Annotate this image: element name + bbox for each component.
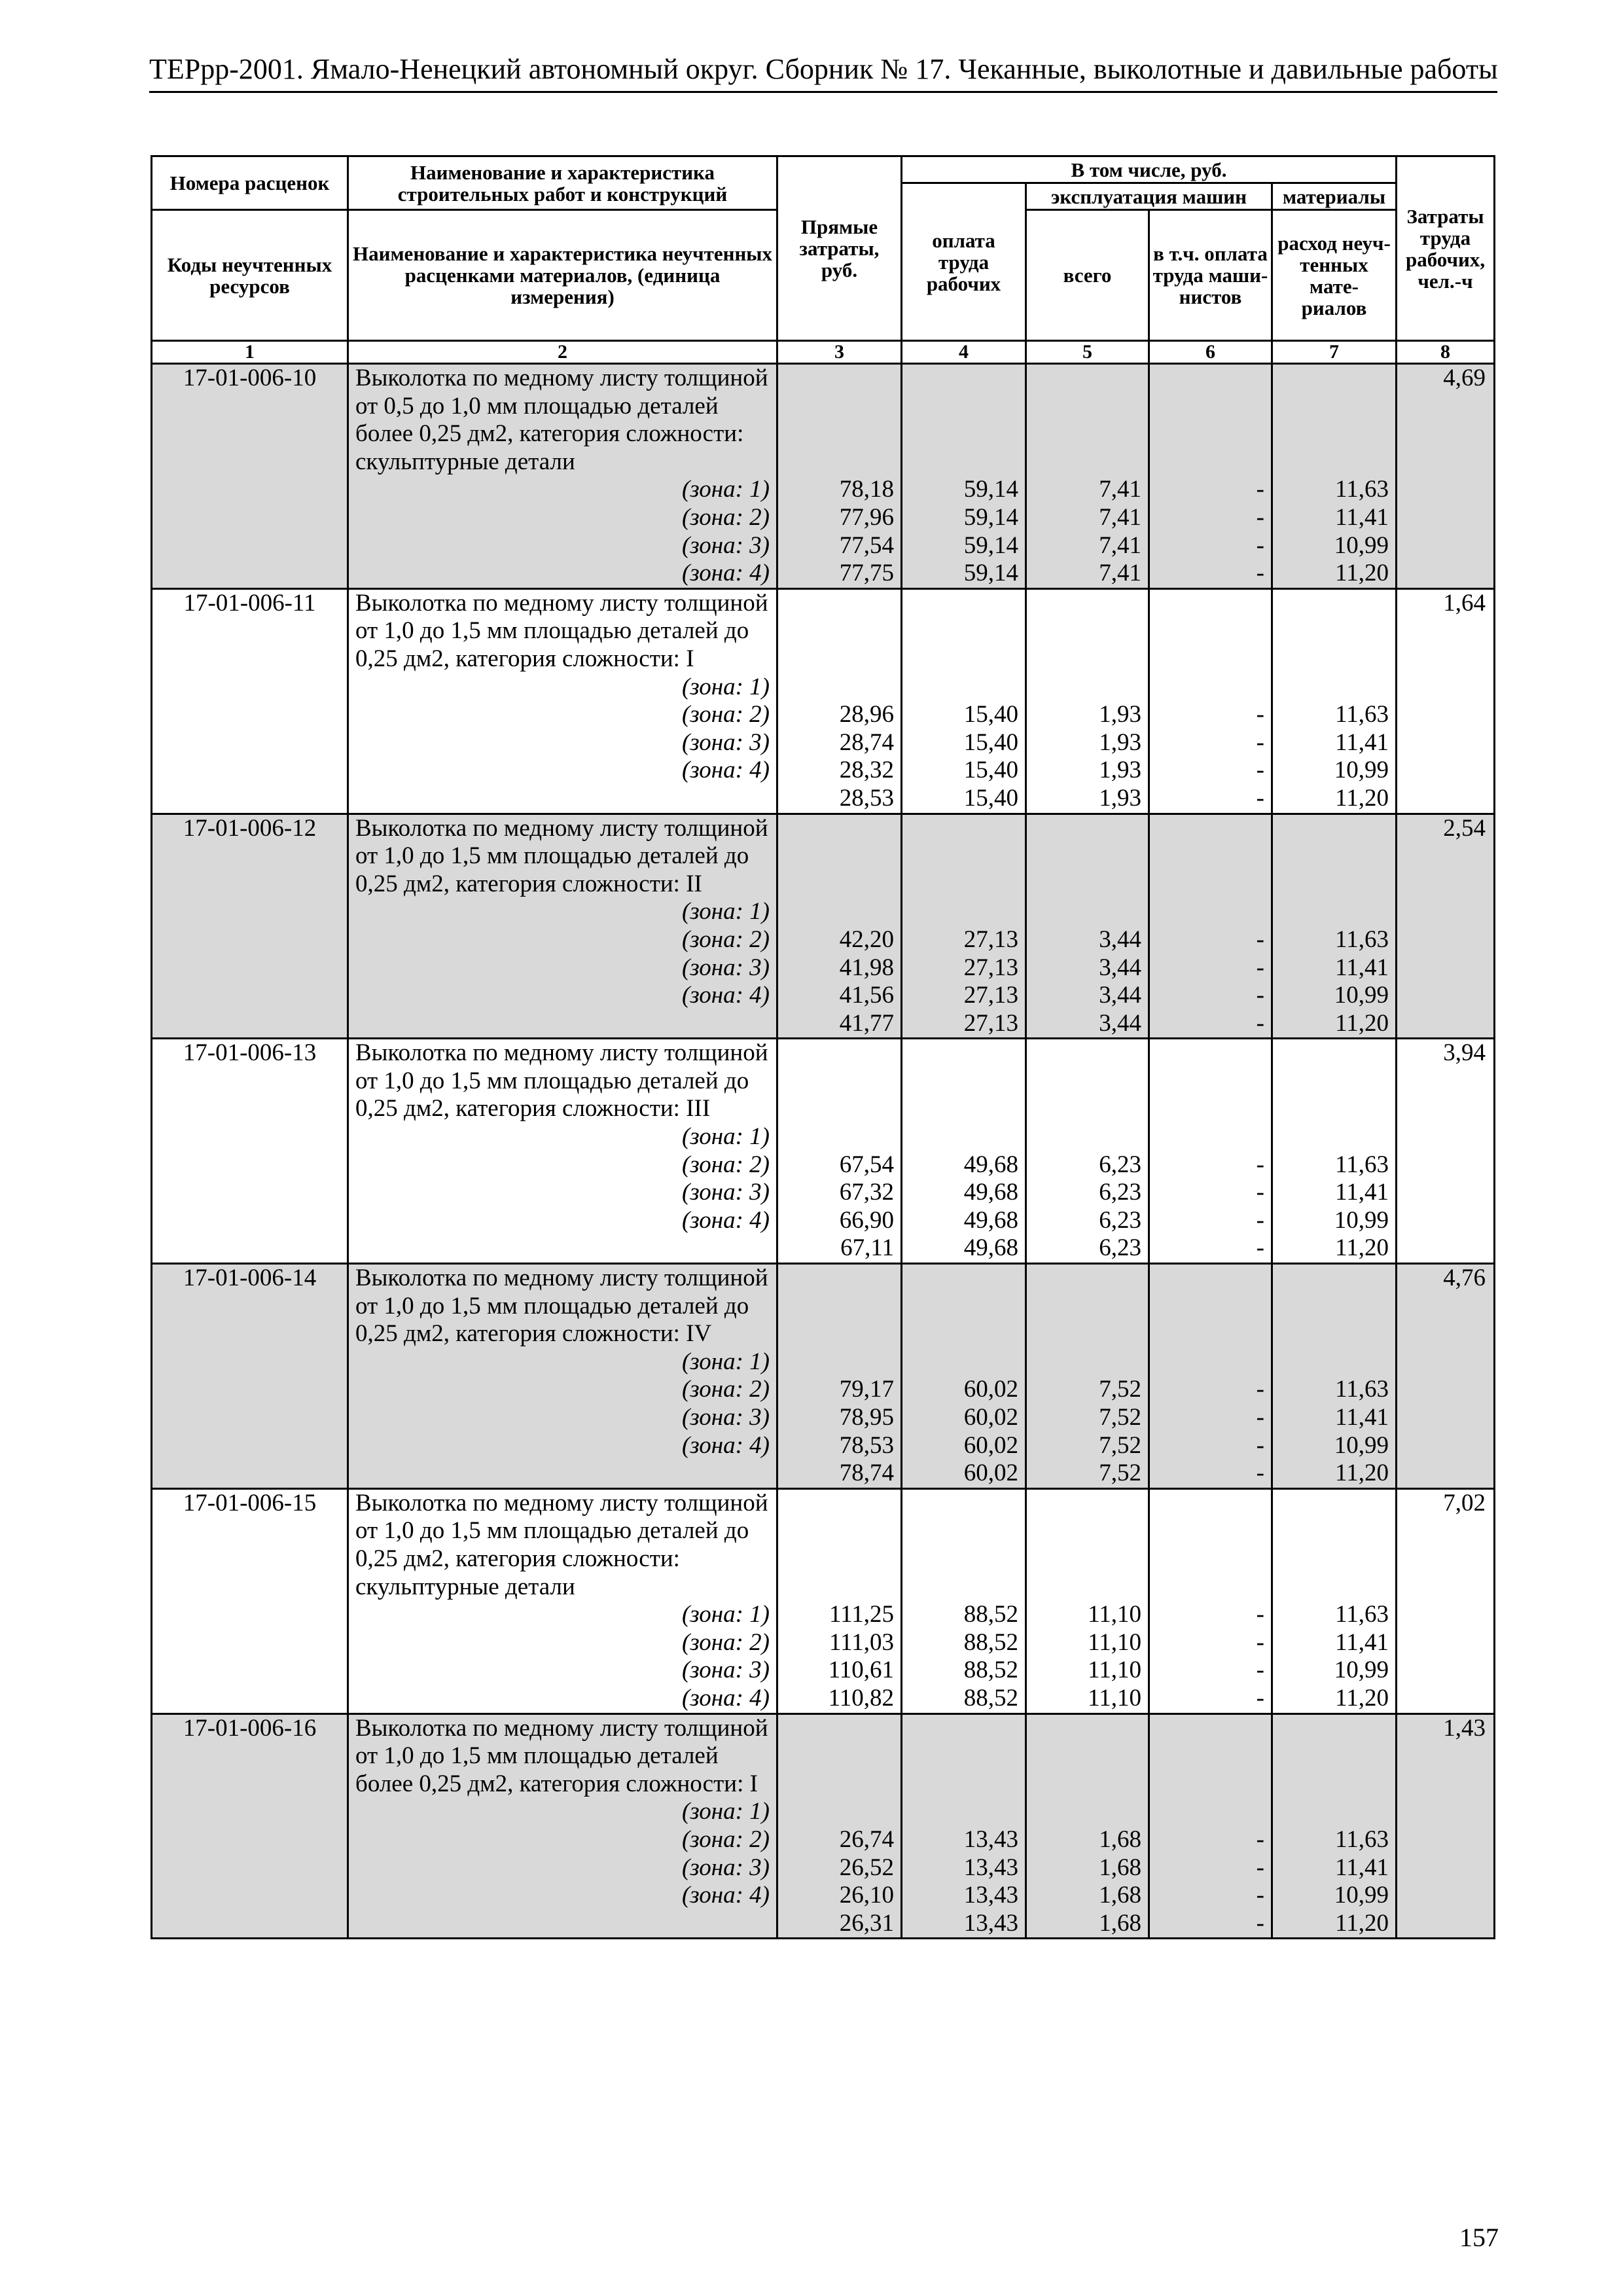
machines-total: 1,93 [1099,701,1141,728]
materials-cost: 11,41 [1335,503,1389,531]
direct-cost: 41,77 [839,1009,894,1037]
materials-cost: 11,20 [1335,1909,1389,1937]
machinist-pay: - [1256,560,1264,587]
header-rate-number: Номера расценок [152,156,348,210]
machinist-pay: - [1256,531,1264,559]
machines-total: 7,41 [1099,560,1141,587]
labor-pay: 59,14 [963,476,1018,503]
column-number: 8 [1397,341,1495,364]
rate-description-cell [348,1264,777,1489]
labor-pay: 88,52 [963,1685,1018,1712]
machinist-pay: - [1256,1431,1264,1459]
rate-description-cell [348,1039,777,1264]
labor-pay: 15,40 [963,701,1018,728]
direct-cost: 26,10 [839,1882,894,1909]
rate-code: 17-01-006-15 [152,1488,348,1713]
direct-cost: 67,32 [839,1179,894,1206]
labor-pay: 15,40 [963,728,1018,756]
rate-description: Выколотка по медному листу толщиной от 1,0 до 1,5 мм площадью деталей более 0,25 дм2, категория сложности: I [355,1714,768,1797]
zone-label: (зона: 1) [681,1601,770,1628]
labor-pay: 27,13 [963,925,1018,953]
machinist-pay: - [1256,1909,1264,1937]
direct-cost: 28,53 [839,784,894,812]
direct-cost: 78,95 [839,1404,894,1431]
direct-cost: 28,96 [839,701,894,728]
direct-cost: 67,11 [840,1234,894,1262]
direct-cost: 78,53 [839,1431,894,1459]
machinist-pay-cell [1149,814,1272,1039]
machines-total: 1,68 [1099,1854,1141,1881]
zone-label: (зона: 2) [681,1376,770,1403]
machines-total: 3,44 [1099,925,1141,953]
labor-pay: 60,02 [963,1431,1018,1459]
table-row [152,814,1495,1039]
machines-total-cell [1026,1039,1149,1264]
machines-total: 3,44 [1099,954,1141,981]
machines-total: 7,52 [1099,1460,1141,1487]
machines-total: 1,93 [1099,757,1141,784]
header-unaccounted-materials: расход неуч- тенных мате- риалов [1272,210,1397,341]
machinist-pay: - [1256,925,1264,953]
rate-code: 17-01-006-13 [152,1039,348,1264]
machinist-pay: - [1256,1009,1264,1037]
rate-description: Выколотка по медному листу толщиной от 1,0 до 1,5 мм площадью деталей до 0,25 дм2, категория сложности: IV [355,1265,768,1348]
labor-pay-cell [902,588,1026,814]
materials-cost-cell [1272,364,1397,589]
machines-total: 1,93 [1099,784,1141,812]
header-work-name: Наименование и характеристика строительных работ и конструкций [348,156,777,210]
machines-total: 7,41 [1099,503,1141,531]
labor-pay: 59,14 [963,560,1018,587]
materials-cost: 10,99 [1334,531,1389,559]
materials-cost: 11,41 [1335,954,1389,981]
zone-label: (зона: 2) [681,1151,770,1178]
labor-hours: 1,64 [1397,588,1495,814]
zone-label: (зона: 4) [681,1882,770,1909]
labor-pay-cell [902,1713,1026,1939]
zone-label: (зона: 3) [681,531,770,559]
machines-total: 7,52 [1099,1376,1141,1403]
rate-code: 17-01-006-12 [152,814,348,1039]
machines-total-cell [1026,1264,1149,1489]
machinist-pay: - [1256,476,1264,503]
labor-pay-cell [902,1488,1026,1713]
header-direct-costs: Прямые затраты, руб. [777,156,902,341]
labor-pay: 13,43 [963,1882,1018,1909]
materials-cost: 11,63 [1335,701,1389,728]
rate-description-cell [348,1488,777,1713]
machinist-pay: - [1256,982,1264,1009]
column-number: 5 [1026,341,1149,364]
zone-label: (зона: 1) [681,1348,770,1375]
materials-cost: 10,99 [1334,1657,1389,1684]
labor-pay: 60,02 [963,1376,1018,1403]
zone-label: (зона: 2) [681,701,770,728]
zone-label: (зона: 3) [681,1179,770,1206]
zone-label: (зона: 3) [681,954,770,981]
materials-cost: 10,99 [1334,982,1389,1009]
machinist-pay: - [1256,1825,1264,1853]
direct-cost: 41,56 [839,982,894,1009]
labor-pay: 60,02 [963,1460,1018,1487]
machinist-pay: - [1256,728,1264,756]
labor-pay: 60,02 [963,1404,1018,1431]
machinist-pay-cell [1149,1039,1272,1264]
labor-pay: 27,13 [963,954,1018,981]
table-body [152,364,1495,1939]
materials-cost-cell [1272,814,1397,1039]
direct-cost: 67,54 [839,1151,894,1178]
table-row [152,364,1495,589]
zone-label: (зона: 2) [681,1628,770,1656]
labor-pay-cell [902,814,1026,1039]
machinist-pay: - [1256,757,1264,784]
table-header [152,156,1495,364]
direct-cost: 66,90 [839,1206,894,1234]
zone-label: (зона: 3) [681,1657,770,1684]
direct-cost: 111,25 [829,1601,894,1628]
zone-label: (зона: 4) [681,757,770,784]
labor-pay: 13,43 [963,1854,1018,1881]
direct-cost: 78,74 [839,1460,894,1487]
labor-pay: 88,52 [963,1601,1018,1628]
machinist-pay: - [1256,1179,1264,1206]
machines-total: 3,44 [1099,982,1141,1009]
direct-cost-cell [777,1713,902,1939]
machinist-pay: - [1256,1234,1264,1262]
zone-label: (зона: 1) [681,1123,770,1151]
labor-pay: 13,43 [963,1825,1018,1853]
rate-code: 17-01-006-10 [152,364,348,589]
materials-cost-cell [1272,1713,1397,1939]
direct-cost: 42,20 [839,925,894,953]
direct-cost: 26,31 [839,1909,894,1937]
materials-cost: 10,99 [1334,757,1389,784]
zone-label: (зона: 4) [681,1684,770,1712]
zone-label: (зона: 4) [681,560,770,587]
header-including: В том числе, руб. [902,156,1397,183]
materials-cost: 11,20 [1335,1009,1389,1037]
machinist-pay: - [1256,954,1264,981]
rate-description-cell [348,814,777,1039]
zone-label: (зона: 3) [681,728,770,756]
labor-pay: 49,68 [963,1234,1018,1262]
materials-cost: 11,63 [1335,1601,1389,1628]
machines-total: 1,93 [1099,728,1141,756]
materials-cost: 10,99 [1334,1206,1389,1234]
machinist-pay: - [1256,1376,1264,1403]
labor-pay: 49,68 [963,1151,1018,1178]
labor-pay: 27,13 [963,1009,1018,1037]
header-materials: материалы [1272,183,1397,210]
page-header: ТЕРрр-2001. Ямало-Ненецкий автономный округ. Сборник № 17. Чеканные, выколотные и давильные работы [149,52,1497,93]
direct-cost: 28,32 [839,757,894,784]
direct-cost: 79,17 [839,1376,894,1403]
header-machines-total: всего [1026,210,1149,341]
labor-hours: 7,02 [1397,1488,1495,1713]
materials-cost: 11,41 [1335,1179,1389,1206]
direct-cost: 26,74 [839,1825,894,1853]
machinist-pay: - [1256,1601,1264,1628]
materials-cost: 11,20 [1335,1460,1389,1487]
direct-cost: 111,03 [829,1628,894,1656]
machines-total: 3,44 [1099,1009,1141,1037]
header-machine-operation: эксплуатация машин [1026,183,1272,210]
table-row [152,1264,1495,1489]
labor-pay-cell [902,364,1026,589]
direct-cost: 41,98 [839,954,894,981]
rate-description: Выколотка по медному листу толщиной от 1,0 до 1,5 мм площадью деталей до 0,25 дм2, категория сложности: II [355,814,768,897]
labor-hours: 4,76 [1397,1264,1495,1489]
header-labor-costs: Затраты труда рабочих, чел.-ч [1397,156,1495,341]
rate-code: 17-01-006-16 [152,1713,348,1939]
rate-description-cell [348,1713,777,1939]
column-number: 6 [1149,341,1272,364]
direct-cost: 26,52 [839,1854,894,1881]
labor-hours: 1,43 [1397,1713,1495,1939]
machines-total: 7,52 [1099,1404,1141,1431]
machines-total: 7,41 [1099,476,1141,503]
price-table [151,155,1495,1939]
machinist-pay: - [1256,1404,1264,1431]
machinist-pay: - [1256,1882,1264,1909]
direct-cost: 78,18 [839,476,894,503]
machines-total-cell [1026,588,1149,814]
labor-pay: 15,40 [963,784,1018,812]
materials-cost: 11,20 [1335,560,1389,587]
machines-total: 11,10 [1088,1628,1141,1656]
rate-code: 17-01-006-14 [152,1264,348,1489]
column-number: 7 [1272,341,1397,364]
rate-description: Выколотка по медному листу толщиной от 1,0 до 1,5 мм площадью деталей до 0,25 дм2, категория сложности: I [355,589,768,672]
header-unaccounted-materials-name: Наименование и характеристика неучтенных расценками материалов, (единица измерения) [348,210,777,341]
materials-cost: 11,63 [1335,1151,1389,1178]
direct-cost: 77,54 [839,531,894,559]
column-number: 4 [902,341,1026,364]
zone-label: (зона: 4) [681,1206,770,1234]
rate-description: Выколотка по медному листу толщиной от 1,0 до 1,5 мм площадью деталей до 0,25 дм2, категория сложности: III [355,1039,768,1122]
header-labor-pay: оплата труда рабочих [902,183,1026,341]
machines-total: 7,41 [1099,531,1141,559]
machines-total: 11,10 [1088,1685,1141,1712]
zone-label: (зона: 2) [681,925,770,953]
header-unaccounted-codes: Коды неучтенных ресурсов [152,210,348,341]
materials-cost: 10,99 [1334,1431,1389,1459]
labor-hours: 2,54 [1397,814,1495,1039]
machinist-pay-cell [1149,1488,1272,1713]
zone-label: (зона: 3) [681,1404,770,1431]
labor-pay: 59,14 [963,503,1018,531]
machines-total-cell [1026,1713,1149,1939]
machinist-pay: - [1256,1854,1264,1881]
direct-cost: 77,96 [839,503,894,531]
machinist-pay: - [1256,1657,1264,1684]
machines-total: 7,52 [1099,1431,1141,1459]
labor-pay: 15,40 [963,757,1018,784]
machines-total: 6,23 [1099,1234,1141,1262]
direct-cost: 110,82 [828,1685,894,1712]
column-number: 2 [348,341,777,364]
labor-pay: 13,43 [963,1909,1018,1937]
labor-pay: 27,13 [963,982,1018,1009]
materials-cost-cell [1272,588,1397,814]
rate-description-cell [348,364,777,589]
materials-cost-cell [1272,1488,1397,1713]
materials-cost: 11,41 [1335,1404,1389,1431]
header-machinist-pay: в т.ч. оплата труда маши- нистов [1149,210,1272,341]
machinist-pay: - [1256,1206,1264,1234]
materials-cost: 11,63 [1335,1376,1389,1403]
machinist-pay-cell [1149,364,1272,589]
labor-pay: 49,68 [963,1206,1018,1234]
rate-description-cell [348,588,777,814]
table-row [152,1713,1495,1939]
zone-label: (зона: 2) [681,1825,770,1853]
machines-total: 6,23 [1099,1151,1141,1178]
zone-label: (зона: 1) [681,1798,770,1825]
materials-cost: 11,63 [1335,476,1389,503]
labor-hours: 4,69 [1397,364,1495,589]
column-number: 3 [777,341,902,364]
machines-total: 1,68 [1099,1909,1141,1937]
direct-cost-cell [777,1039,902,1264]
materials-cost-cell [1272,1264,1397,1489]
table-row [152,1039,1495,1264]
materials-cost: 10,99 [1334,1882,1389,1909]
direct-cost-cell [777,1488,902,1713]
machinist-pay: - [1256,1151,1264,1178]
labor-pay: 59,14 [963,531,1018,559]
machinist-pay: - [1256,784,1264,812]
machinist-pay-cell [1149,1264,1272,1489]
direct-cost-cell [777,814,902,1039]
materials-cost: 11,41 [1335,1628,1389,1656]
machines-total-cell [1026,364,1149,589]
machinist-pay: - [1256,1460,1264,1487]
materials-cost: 11,20 [1335,1234,1389,1262]
rate-description: Выколотка по медному листу толщиной от 1,0 до 1,5 мм площадью деталей до 0,25 дм2, категория сложности: скульптурные детали [355,1489,768,1600]
zone-label: (зона: 3) [681,1854,770,1881]
machinist-pay-cell [1149,588,1272,814]
zone-label: (зона: 1) [681,898,770,925]
materials-cost-cell [1272,1039,1397,1264]
column-numbers-row [152,341,1495,364]
machines-total: 1,68 [1099,1882,1141,1909]
materials-cost: 11,63 [1335,1825,1389,1853]
machines-total: 11,10 [1088,1601,1141,1628]
machinist-pay-cell [1149,1713,1272,1939]
table-row [152,588,1495,814]
rate-code: 17-01-006-11 [152,588,348,814]
zone-label: (зона: 2) [681,503,770,531]
machines-total: 11,10 [1088,1657,1141,1684]
labor-pay: 88,52 [963,1657,1018,1684]
machines-total-cell [1026,814,1149,1039]
zone-label: (зона: 1) [681,476,770,503]
zone-label: (зона: 1) [681,673,770,700]
direct-cost-cell [777,1264,902,1489]
direct-cost-cell [777,588,902,814]
direct-cost: 77,75 [839,560,894,587]
machinist-pay: - [1256,701,1264,728]
column-number: 1 [152,341,348,364]
labor-pay: 88,52 [963,1628,1018,1656]
machinist-pay: - [1256,1628,1264,1656]
labor-pay: 49,68 [963,1179,1018,1206]
materials-cost: 11,63 [1335,925,1389,953]
machinist-pay: - [1256,503,1264,531]
page-number: 157 [1459,2223,1499,2252]
zone-label: (зона: 4) [681,982,770,1009]
labor-pay-cell [902,1264,1026,1489]
labor-pay-cell [902,1039,1026,1264]
table-row [152,1488,1495,1713]
materials-cost: 11,41 [1335,1854,1389,1881]
machinist-pay: - [1256,1685,1264,1712]
zone-label: (зона: 4) [681,1431,770,1459]
machines-total: 6,23 [1099,1206,1141,1234]
materials-cost: 11,20 [1335,784,1389,812]
machines-total: 6,23 [1099,1179,1141,1206]
direct-cost: 110,61 [828,1657,894,1684]
materials-cost: 11,41 [1335,728,1389,756]
rate-description: Выколотка по медному листу толщиной от 0,5 до 1,0 мм площадью деталей более 0,25 дм2, категория сложности: скульптурные детали [355,365,768,475]
labor-hours: 3,94 [1397,1039,1495,1264]
direct-cost: 28,74 [839,728,894,756]
direct-cost-cell [777,364,902,589]
materials-cost: 11,20 [1335,1685,1389,1712]
machines-total-cell [1026,1488,1149,1713]
machines-total: 1,68 [1099,1825,1141,1853]
